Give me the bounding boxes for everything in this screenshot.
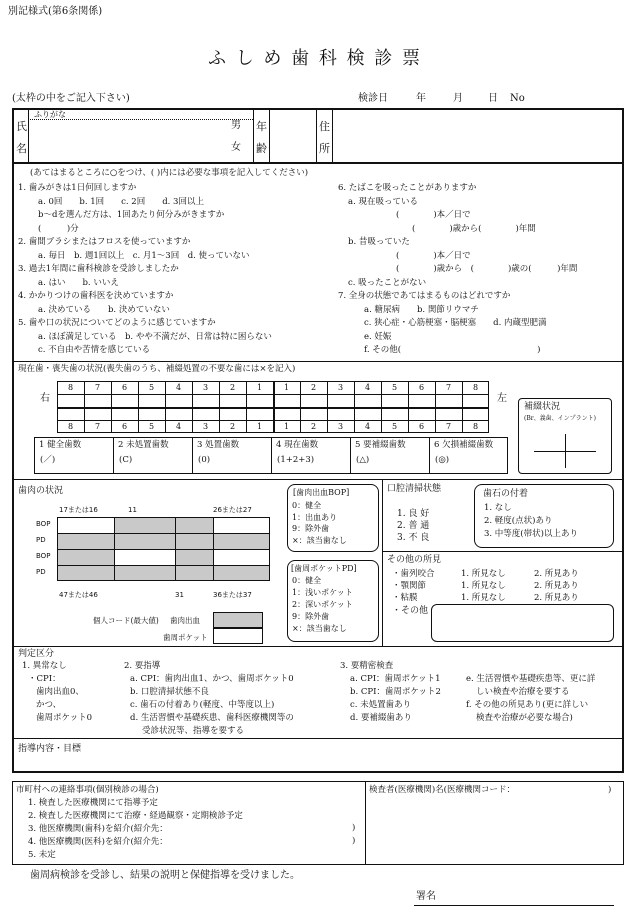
contact-title: 市町村への連絡事項(個別検診の場合) [16, 785, 159, 795]
tooth-cell-lower[interactable] [138, 407, 165, 420]
judgement-line[interactable]: 1. 異常なし [22, 661, 67, 671]
other-finding-option[interactable]: 2. 所見あり [534, 581, 579, 591]
tooth-number-lower: 2 [310, 422, 317, 431]
tooth-number-upper: 8 [472, 383, 479, 392]
gum-row-label: BOP [36, 520, 51, 528]
tooth-cell-lower[interactable] [273, 407, 300, 420]
tooth-number-lower: 2 [229, 422, 236, 431]
question-line: b. 昔吸っていた [348, 237, 410, 247]
judgement-line: c. 歯石の付着あり(軽度、中等度以上) [130, 700, 275, 710]
gum-cell[interactable] [57, 517, 114, 533]
count-symbol: (C) [119, 455, 133, 465]
question-line: f. その他( ) [364, 345, 541, 355]
count-symbol: (0) [198, 455, 211, 465]
question-line: a. はい b. いいえ [38, 277, 119, 288]
gum-title: 歯肉の状況 [18, 486, 64, 496]
tooth-number-upper: 1 [283, 383, 290, 392]
question-line: a. 決めている b. 決めていない [38, 304, 170, 315]
tooth-number-lower: 3 [202, 422, 209, 431]
pd-item: 2：深いポケット [292, 600, 353, 609]
tooth-number-upper: 5 [391, 383, 398, 392]
count-symbol: (／) [40, 455, 56, 465]
count-symbol: (1+2+3) [277, 455, 315, 465]
right-side-label: 右 [40, 393, 50, 404]
gum-row-label: BOP [36, 552, 51, 560]
divider [382, 479, 383, 646]
gum-bottom-label: 31 [175, 591, 184, 599]
tooth-cell-lower[interactable] [111, 407, 138, 420]
judgement-line: c. 未処置歯あり [350, 700, 412, 710]
prosthesis-subtitle: (Br、義歯、インプラント) [524, 415, 596, 422]
judgement-line: d. 要補綴歯あり [350, 713, 412, 723]
judgement-title: 判定区分 [18, 649, 55, 659]
question-line: a. ほぼ満足している b. やや不満だが、日常は特に困らない [38, 331, 272, 342]
tooth-number-upper: 3 [337, 383, 344, 392]
tooth-number-upper: 3 [202, 383, 209, 392]
address-label-1: 住 [319, 120, 330, 133]
gum-bottom-label: 47または46 [59, 591, 98, 599]
question-line: ( )分 [38, 223, 79, 234]
judgement-line: e. 生活習慣や基礎疾患等、更に詳 [466, 674, 596, 684]
tooth-number-upper: 1 [256, 383, 263, 392]
gum-row-label: PD [36, 568, 46, 576]
divider [269, 108, 270, 162]
tooth-cell-lower[interactable] [57, 407, 84, 420]
gum-cell[interactable] [213, 517, 270, 533]
judgement-line: a. CPI：歯肉出血1、かつ、歯周ポケット0 [130, 674, 294, 684]
furigana-label: ふりがな [34, 110, 66, 119]
question-line: 2. 歯間ブラシまたはフロスを使っていますか [18, 237, 191, 247]
tooth-number-lower: 6 [121, 422, 128, 431]
tooth-number-lower: 8 [67, 422, 74, 431]
tooth-number-lower: 7 [445, 422, 452, 431]
gum-cell[interactable] [114, 565, 175, 581]
contact-item[interactable]: 2. 検査した医療機関にて治療・経過観察・定期検診予定 [28, 811, 243, 821]
question-line: 4. かかりつけの歯科医を決めていますか [18, 291, 174, 301]
question-line: ( )歳から ( )歳の( )年間 [396, 264, 578, 274]
gum-cell[interactable] [175, 565, 213, 581]
gum-top-label: 17または16 [59, 506, 98, 514]
footer-statement: 歯周病検診を受診し、結果の説明と保健指導を受けました。 [30, 870, 300, 881]
signature-line[interactable] [414, 905, 614, 906]
question-line: 6. たばこを吸ったことがありますか [338, 183, 477, 193]
gum-cell[interactable] [175, 549, 213, 565]
count-field[interactable] [313, 453, 347, 471]
oral-clean-item[interactable]: 2. 普 通 [397, 521, 430, 531]
judgement-line: 受診状況等、指導を要する [142, 726, 245, 736]
judgement-line: b. CPI：歯周ポケット2 [350, 687, 441, 697]
examiner-close: ) [608, 785, 612, 795]
count-label: 4 現在歯数 [276, 440, 319, 450]
tooth-cell-upper[interactable] [408, 394, 435, 407]
question-line: ( )本／日で [396, 250, 471, 261]
counts-divider [271, 437, 272, 474]
tooth-number-lower: 6 [418, 422, 425, 431]
form-label: 別記様式(第6条関係) [8, 6, 103, 17]
contact-item[interactable]: 3. 他医療機関(歯科)を紹介(紹介先： [28, 824, 168, 834]
personal-code-label: 個人コード(最大値) [93, 616, 159, 625]
other-finding-label: ・顎関節 [392, 581, 427, 591]
teeth-title: 現在歯・喪失歯の状況(喪失歯のうち、補綴処置の不要な歯には×を記入) [18, 364, 296, 374]
counts-divider [350, 437, 351, 474]
oral-clean-item[interactable]: 3. 不 良 [397, 533, 430, 543]
count-field[interactable] [76, 453, 110, 471]
name-label-1: 氏 [16, 120, 27, 133]
gum-cell[interactable] [57, 565, 114, 581]
contact-item[interactable]: 1. 検査した医療機関にて指導予定 [28, 798, 158, 808]
tooth-cell-lower[interactable] [381, 407, 408, 420]
address-label-2: 所 [319, 142, 330, 155]
gum-cell[interactable] [213, 533, 270, 549]
calculus-item[interactable]: 3. 中等度(帯状)以上あり [484, 529, 578, 539]
guidance-field[interactable] [16, 757, 620, 770]
tooth-number-lower: 4 [364, 422, 371, 431]
divider [28, 119, 253, 120]
counts-divider [192, 437, 193, 474]
tooth-number-lower: 1 [283, 422, 290, 431]
question-line: c. 狭心症・心筋梗塞・脳梗塞 d. 内蔵型肥満 [364, 318, 547, 328]
gum-row-label: PD [36, 536, 46, 544]
tooth-cell-upper[interactable] [165, 394, 192, 407]
tooth-cell-lower[interactable] [354, 407, 381, 420]
tooth-number-upper: 6 [418, 383, 425, 392]
tooth-number-upper: 2 [310, 383, 317, 392]
count-label: 2 未処置歯数 [118, 440, 169, 450]
divider [382, 551, 624, 552]
count-symbol: (△) [356, 455, 370, 465]
tooth-number-lower: 7 [94, 422, 101, 431]
tooth-cell-lower[interactable] [408, 407, 435, 420]
gum-top-label: 11 [128, 506, 137, 514]
divider [12, 162, 624, 164]
questionnaire-intro: (あてはまるところに○をつけ、( )内には必要な事項を記入してください) [30, 168, 309, 178]
bop-item: 1：出血あり [292, 512, 338, 522]
question-line: c. 不自由や苦情を感じている [38, 345, 151, 355]
other-finding-option[interactable]: 1. 所見なし [461, 593, 506, 603]
divider [253, 108, 254, 162]
question-line: b～dを選んだ方は、1回あたり何分みがきますか [38, 210, 225, 220]
calculus-item[interactable]: 2. 軽度(点状)あり [484, 516, 553, 526]
tooth-number-upper: 4 [364, 383, 371, 392]
tooth-number-lower: 3 [337, 422, 344, 431]
age-field[interactable] [272, 112, 314, 158]
other-finding-option[interactable]: 1. 所見なし [461, 581, 506, 591]
tooth-number-lower: 5 [148, 422, 155, 431]
oral-clean-title: 口腔清掃状態 [387, 484, 442, 494]
contact-item[interactable]: 5. 未定 [28, 850, 56, 860]
count-symbol: (◎) [435, 455, 450, 465]
question-line: a. 0回 b. 1回 c. 2回 d. 3回以上 [38, 196, 204, 207]
no-label: No [510, 93, 525, 104]
divider [12, 361, 624, 362]
question-line: a. 現在吸っている [348, 196, 418, 207]
examiner-label: 検査者(医療機関)名(医療機関コード： [369, 785, 515, 795]
judgement-line: ・CPI： [28, 674, 61, 684]
judgement-line: b. 口腔清掃状態不良 [130, 687, 209, 697]
tooth-number-upper: 5 [148, 383, 155, 392]
age-label-2: 齢 [256, 142, 267, 155]
male-option[interactable]: 男 [231, 120, 241, 131]
count-label: 5 要補綴歯数 [355, 440, 406, 450]
female-option[interactable]: 女 [231, 142, 241, 153]
other-finding-option[interactable]: 2. 所見あり [534, 593, 579, 603]
tooth-number-lower: 1 [256, 422, 263, 431]
tooth-cell-lower[interactable] [246, 407, 273, 420]
other-finding-label: ・粘膜 [392, 593, 418, 603]
counts-divider [113, 437, 114, 474]
tooth-cell-upper[interactable] [57, 394, 84, 407]
divider [332, 108, 333, 162]
judgement-line: 歯周ポケット0 [36, 713, 92, 723]
question-line: 1. 歯みがきは1日何回しますか [18, 183, 137, 193]
question-line: e. 妊娠 [364, 331, 392, 342]
calculus-title: 歯石の付着 [483, 489, 529, 499]
examiner-field[interactable] [369, 800, 619, 860]
pd-item: ×：該当歯なし [292, 624, 347, 633]
tooth-number-lower: 5 [391, 422, 398, 431]
gum-cell[interactable] [57, 533, 114, 549]
left-side-label: 左 [497, 393, 507, 404]
question-line: a. 糖尿病 b. 関節リウマチ [364, 304, 479, 315]
tooth-cell-upper[interactable] [435, 394, 462, 407]
tooth-number-upper: 8 [67, 383, 74, 392]
divider [12, 738, 624, 739]
gum-bleeding-field[interactable] [213, 612, 263, 628]
month-label: 月 [453, 93, 463, 104]
gum-pocket-field[interactable] [213, 628, 263, 644]
name-field[interactable] [30, 121, 225, 159]
count-field[interactable] [471, 453, 505, 471]
tooth-cell-lower[interactable] [165, 407, 192, 420]
signature-label: 署名 [416, 891, 436, 902]
count-field[interactable] [234, 453, 268, 471]
tooth-number-lower: 4 [175, 422, 182, 431]
judgement-line: かつ、 [36, 700, 62, 710]
other-findings-other: ・その他 [392, 606, 429, 616]
day-label: 日 [488, 93, 498, 104]
judgement-line: 歯肉出血0、 [36, 687, 84, 697]
tooth-cell-lower[interactable] [327, 407, 354, 420]
tooth-number-lower: 8 [472, 422, 479, 431]
judgement-line[interactable]: 3. 要精密検査 [340, 661, 394, 671]
tooth-cell-lower[interactable] [219, 407, 246, 420]
judgement-line: 検査や治療が必要な場合) [476, 713, 573, 723]
other-finding-option[interactable]: 2. 所見あり [534, 569, 579, 579]
pd-title: [歯周ポケットPD] [291, 564, 357, 573]
tooth-number-upper: 7 [445, 383, 452, 392]
bop-item: ×：該当歯なし [292, 535, 347, 545]
calculus-item[interactable]: 1. なし [484, 503, 512, 513]
other-findings-title: その他の所見 [387, 555, 442, 565]
guidance-title: 指導内容・目標 [18, 744, 82, 754]
gum-cell[interactable] [175, 517, 213, 533]
divider [316, 108, 317, 162]
divider [12, 646, 624, 647]
contact-close-2: ) [352, 836, 356, 846]
count-field[interactable] [392, 453, 426, 471]
contact-item[interactable]: 4. 他医療機関(医科)を紹介(紹介先： [28, 837, 168, 847]
year-label: 年 [416, 93, 426, 104]
other-finding-option[interactable]: 1. 所見なし [461, 569, 506, 579]
bop-item: 9：除外歯 [292, 524, 330, 533]
tooth-cell-lower[interactable] [435, 407, 462, 420]
question-line: ( )歳から( )年間 [412, 223, 536, 234]
divider [12, 479, 624, 480]
tooth-cell-upper[interactable] [111, 394, 138, 407]
tooth-number-upper: 2 [229, 383, 236, 392]
judgement-line: a. CPI：歯周ポケット1 [350, 674, 441, 684]
gum-bottom-label: 36または37 [213, 591, 252, 599]
name-label-2: 名 [16, 142, 27, 155]
address-field[interactable] [335, 112, 620, 158]
other-findings-input[interactable] [431, 604, 614, 642]
judgement-line: d. 生活習慣や基礎疾患、歯科医療機関等の [130, 713, 294, 723]
tooth-cell-upper[interactable] [84, 394, 111, 407]
gum-cell[interactable] [114, 517, 175, 533]
pd-item: 0：健全 [292, 576, 322, 585]
tooth-cell-lower[interactable] [300, 407, 327, 420]
gum-pocket-label: 歯周ポケット [163, 633, 208, 642]
other-finding-label: ・歯列咬合 [392, 569, 435, 579]
gum-cell[interactable] [175, 533, 213, 549]
divider [28, 108, 29, 162]
tooth-cell-upper[interactable] [219, 394, 246, 407]
oral-clean-item[interactable]: 1. 良 好 [397, 509, 430, 519]
gum-bleeding-label: 歯肉出血 [170, 616, 200, 625]
tooth-number-upper: 7 [94, 383, 101, 392]
counts-divider [429, 437, 430, 474]
tooth-cell-lower[interactable] [192, 407, 219, 420]
count-field[interactable] [155, 453, 189, 471]
question-line: 5. 歯や口の状況についてどのように感じていますか [18, 318, 216, 328]
gum-cell[interactable] [213, 565, 270, 581]
count-label: 1 健全歯数 [39, 440, 82, 450]
tooth-number-upper: 4 [175, 383, 182, 392]
tooth-cell-upper[interactable] [327, 394, 354, 407]
judgement-line[interactable]: 2. 要指導 [124, 661, 161, 671]
question-line: c. 吸ったことがない [348, 277, 427, 288]
exam-date-label: 検診日 [358, 93, 388, 104]
bop-item: 0：健全 [292, 501, 322, 510]
tooth-cell-upper[interactable] [192, 394, 219, 407]
pd-item: 9：除外歯 [292, 612, 330, 621]
gum-cell[interactable] [213, 549, 270, 565]
age-label-1: 年 [256, 120, 267, 133]
instruction: (太枠の中をご記入下さい) [12, 93, 130, 104]
question-line: 7. 全身の状態であてはまるものはどれですか [338, 291, 511, 301]
tooth-cell-upper[interactable] [462, 394, 489, 407]
count-label: 6 欠損補綴歯数 [434, 440, 494, 450]
judgement-line: f. その他の所見あり(更に詳しい [466, 700, 589, 710]
count-label: 3 処置歯数 [197, 440, 240, 450]
judgement-line: しい検査や治療を要する [476, 687, 570, 697]
divider [365, 781, 366, 865]
gum-cell[interactable] [57, 549, 114, 565]
tooth-cell-upper[interactable] [138, 394, 165, 407]
bop-title: [歯肉出血BOP] [293, 488, 350, 497]
question-line: ( )本／日で [396, 210, 471, 220]
tooth-cell-lower[interactable] [462, 407, 489, 420]
tooth-cell-upper[interactable] [246, 394, 273, 407]
tooth-cell-upper[interactable] [273, 394, 300, 407]
tooth-cell-lower[interactable] [84, 407, 111, 420]
tooth-number-upper: 6 [121, 383, 128, 392]
question-line: 3. 過去1年間に歯科検診を受診しましたか [18, 264, 179, 274]
gum-cell[interactable] [114, 533, 175, 549]
question-line: a. 毎日 b. 週1回以上 c. 月1～3回 d. 使っていない [38, 250, 250, 261]
tooth-cell-upper[interactable] [300, 394, 327, 407]
prosthesis-title: 補綴状況 [524, 402, 561, 412]
gum-cell[interactable] [114, 549, 175, 565]
gum-top-label: 26または27 [213, 506, 252, 514]
pd-item: 1：浅いポケット [292, 588, 353, 597]
prosthesis-cross [565, 434, 566, 468]
tooth-cell-upper[interactable] [354, 394, 381, 407]
page-title: ふ し め 歯 科 検 診 票 [207, 48, 423, 69]
tooth-cell-upper[interactable] [381, 394, 408, 407]
contact-close-1: ) [352, 823, 356, 833]
